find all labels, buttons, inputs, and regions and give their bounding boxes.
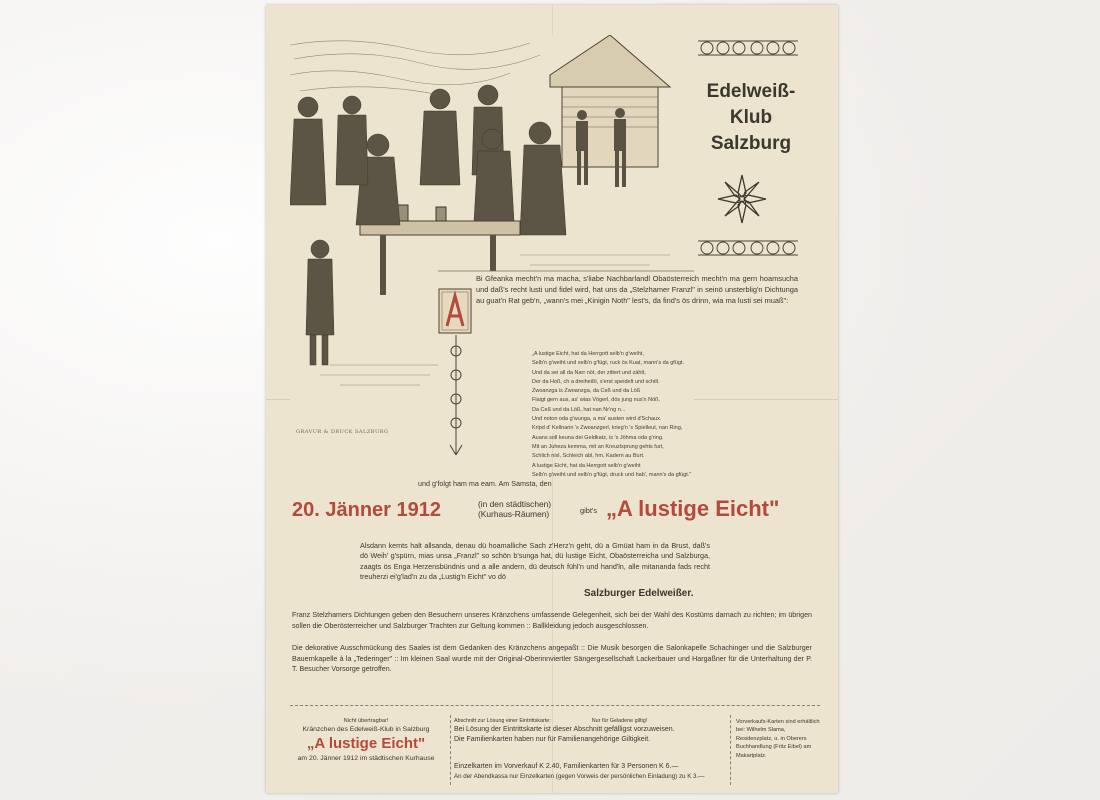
poem-line: Selb'n g'weiht und selb'n g'fügt, ruck ös Kuat, mann's da gfügt. [532,360,685,367]
ticket-date: am 20. Jänner 1912 im städtischen Kurhause [297,755,435,762]
poem-line: Und noton oda g'wunga, a ma' austen wird d'Schaux. [532,416,662,423]
lead-in-text: und g'folgt ham ma eam. Am Samsta, den [418,479,552,488]
perforation-line [290,705,820,706]
poem [532,350,762,480]
decoration-paragraph: Die dekorative Ausschmückung des Saales ist dem Gedanken des Kränzchens angepaßt :: Die Musik besorgen die Salonkapelle Schachinger und die Salzburger Bauernkapelle à la „Tederinger" :: Im kleinen Saal wurde mit der Original-Oberinnviertler Sängergesellschaft Lackerbauer und Hargaßner für die Unterhaltung der P. T. Besucher Vorsorge getroffen. [292,644,812,674]
invited-only-note: Nur für Geladene giltig! [591,718,648,724]
poster [266,5,838,793]
perforation-divider [450,715,451,785]
ticket-kranzchen: Kränzchen des Edelweiß-Klub in Salzburg [302,726,430,733]
ticket-coupon [454,717,724,781]
venue-line: (Kurhaus-Räumen) [478,509,550,519]
drop-cap-ornament [446,335,466,455]
engraver-credit: GRAVUR & DRUCK SALZBURG [296,429,389,435]
coupon-line: Die Familienkarten haben nur für Familienangehörige Giltigkeit. [454,735,651,743]
drop-cap-illuminated [438,288,472,334]
presale-info: Vorverkaufs-Karten sind erhältlich bei: Wilhelm Slama, Residenzplatz, u. in Oberers Buchhandlung (Fritz Eibel) am Makartplatz. [736,719,820,759]
poem-line: A lustige Eicht, hat da Herrgott selb'n g'weiht [532,462,641,469]
coupon-line: Bei Lösung der Eintrittskarte ist dieser Abschnitt gefälligst vorzuweisen. [454,726,675,733]
poem-line: Da Ceß und da Löß, hat nan Nr'ng n... [532,406,626,413]
event-venue [478,499,551,519]
poem-line: Mit an Juheza kemma, mit an Kreuzlsprung gehts furt, [532,443,664,450]
not-transferable-note: Nicht übertragbar! [343,718,389,724]
ornament-border [698,39,798,57]
club-title-line: Klub [729,107,773,128]
club-title [696,79,806,157]
intro-paragraph: Bi Gfeanka mecht'n ma macha, s'liabe Nachbarlandl Obaösterreich mecht'n ma gern hoamsucha und daß's recht lusti und fidel wird, hat uns da „Stelzhamer Franzl" in seinö unsterblig'n Dichtunga au guat'n Rat geb'n, „wann's mei „Kinigin Noth" lest's, da find's ös drinn, wia ma lusti sei muaß": [476,274,798,305]
ticket-stub [282,717,450,763]
ticket-title: „A lustige Eicht" [306,735,426,752]
perforation-divider [730,715,731,785]
poem-line: Auans soll keuna dei Geldkatz, is 's Jöhma oda g'ring. [532,434,664,441]
gibts-text: gibt's [580,506,598,515]
poem-line: Kripd d' Kellnarin 's Zwoanzgerl, krieg'n 's Spielleut, nan Ring, [532,425,683,432]
club-title-line: Salzburg [710,133,792,154]
coupon-header [454,717,724,725]
poem-line: Zwoanzga is Zwoanzga, da Ceß und da Löß [532,388,641,395]
poem-line: Und da sei all da Narr nöt, der zittert und zählt, [532,369,646,376]
invitation-paragraph: Alsdann kemts halt allsanda, denau dü hoamalliche Sach z'Herz'n geht, dü a Gmüat ham in da Brust, daß's dö Weih' g'spürn, mias unsa „Franzl" so schön b'sunga hat, dü lustige Eicht, Obaösterreicha und Salzburga, zaagts ös Enga Herzensbündnis und a alle andern, dü deutsch fühl'n und hand'ln, alle mitananda fads recht treuherzi ei'g'lad'n zu da „Lustig'n Eicht" vo dö [360,541,710,582]
price-line: An der Abendkassa nur Einzelkarten (gegen Vorweis der persönlichen Einladung) zu K 3.— [454,772,705,780]
poem-line: Der da Hoß, ch a dreiheißt, s'erst speidelt und schilt. [532,378,660,385]
poem-line: Schlich nixl, Schleich abl, hm, Kadern au Burt. [532,453,645,460]
venue-line: (in den städtischen) [478,499,552,509]
poem-line: Flaigt gern aus, as' wias Vögerl, dös jung nus'n Nöß. [532,397,661,404]
poem-line: „A lustige Eicht, hat da Herrgott selb'n g'weiht, [532,351,644,357]
coupon-note: Abschnitt zur Lösung einer Eintrittskarte: [454,718,551,724]
edelweiss-icon [714,171,770,227]
event-date: 20. Jänner 1912 [292,499,441,521]
poem-line: Selb'n g'weiht und selb'n g'fügt, druck und hab', mann's da gfügt." [532,471,692,478]
event-title: „A lustige Eicht" [606,496,780,521]
ornament-border [698,239,798,257]
club-title-line: Edelweiß- [706,81,796,102]
signature: Salzburger Edelweißer. [584,588,694,599]
event-headline [290,495,820,535]
price-line: Einzelkarten im Vorverkauf K 2.40, Familienkarten für 3 Personen K 6.— [454,763,679,771]
costume-paragraph: Franz Stelzhamers Dichtungen geben den Besuchern unseres Kränzchens umfassende Gelegenheit, sich bei der Wahl des Kostüms darnach zu richten; im übrigen sollen die Oberösterreicher und Salzburger Trachten zur Geltung kommen :: Ballkleidung jedoch ausgeschlossen. [292,611,812,630]
